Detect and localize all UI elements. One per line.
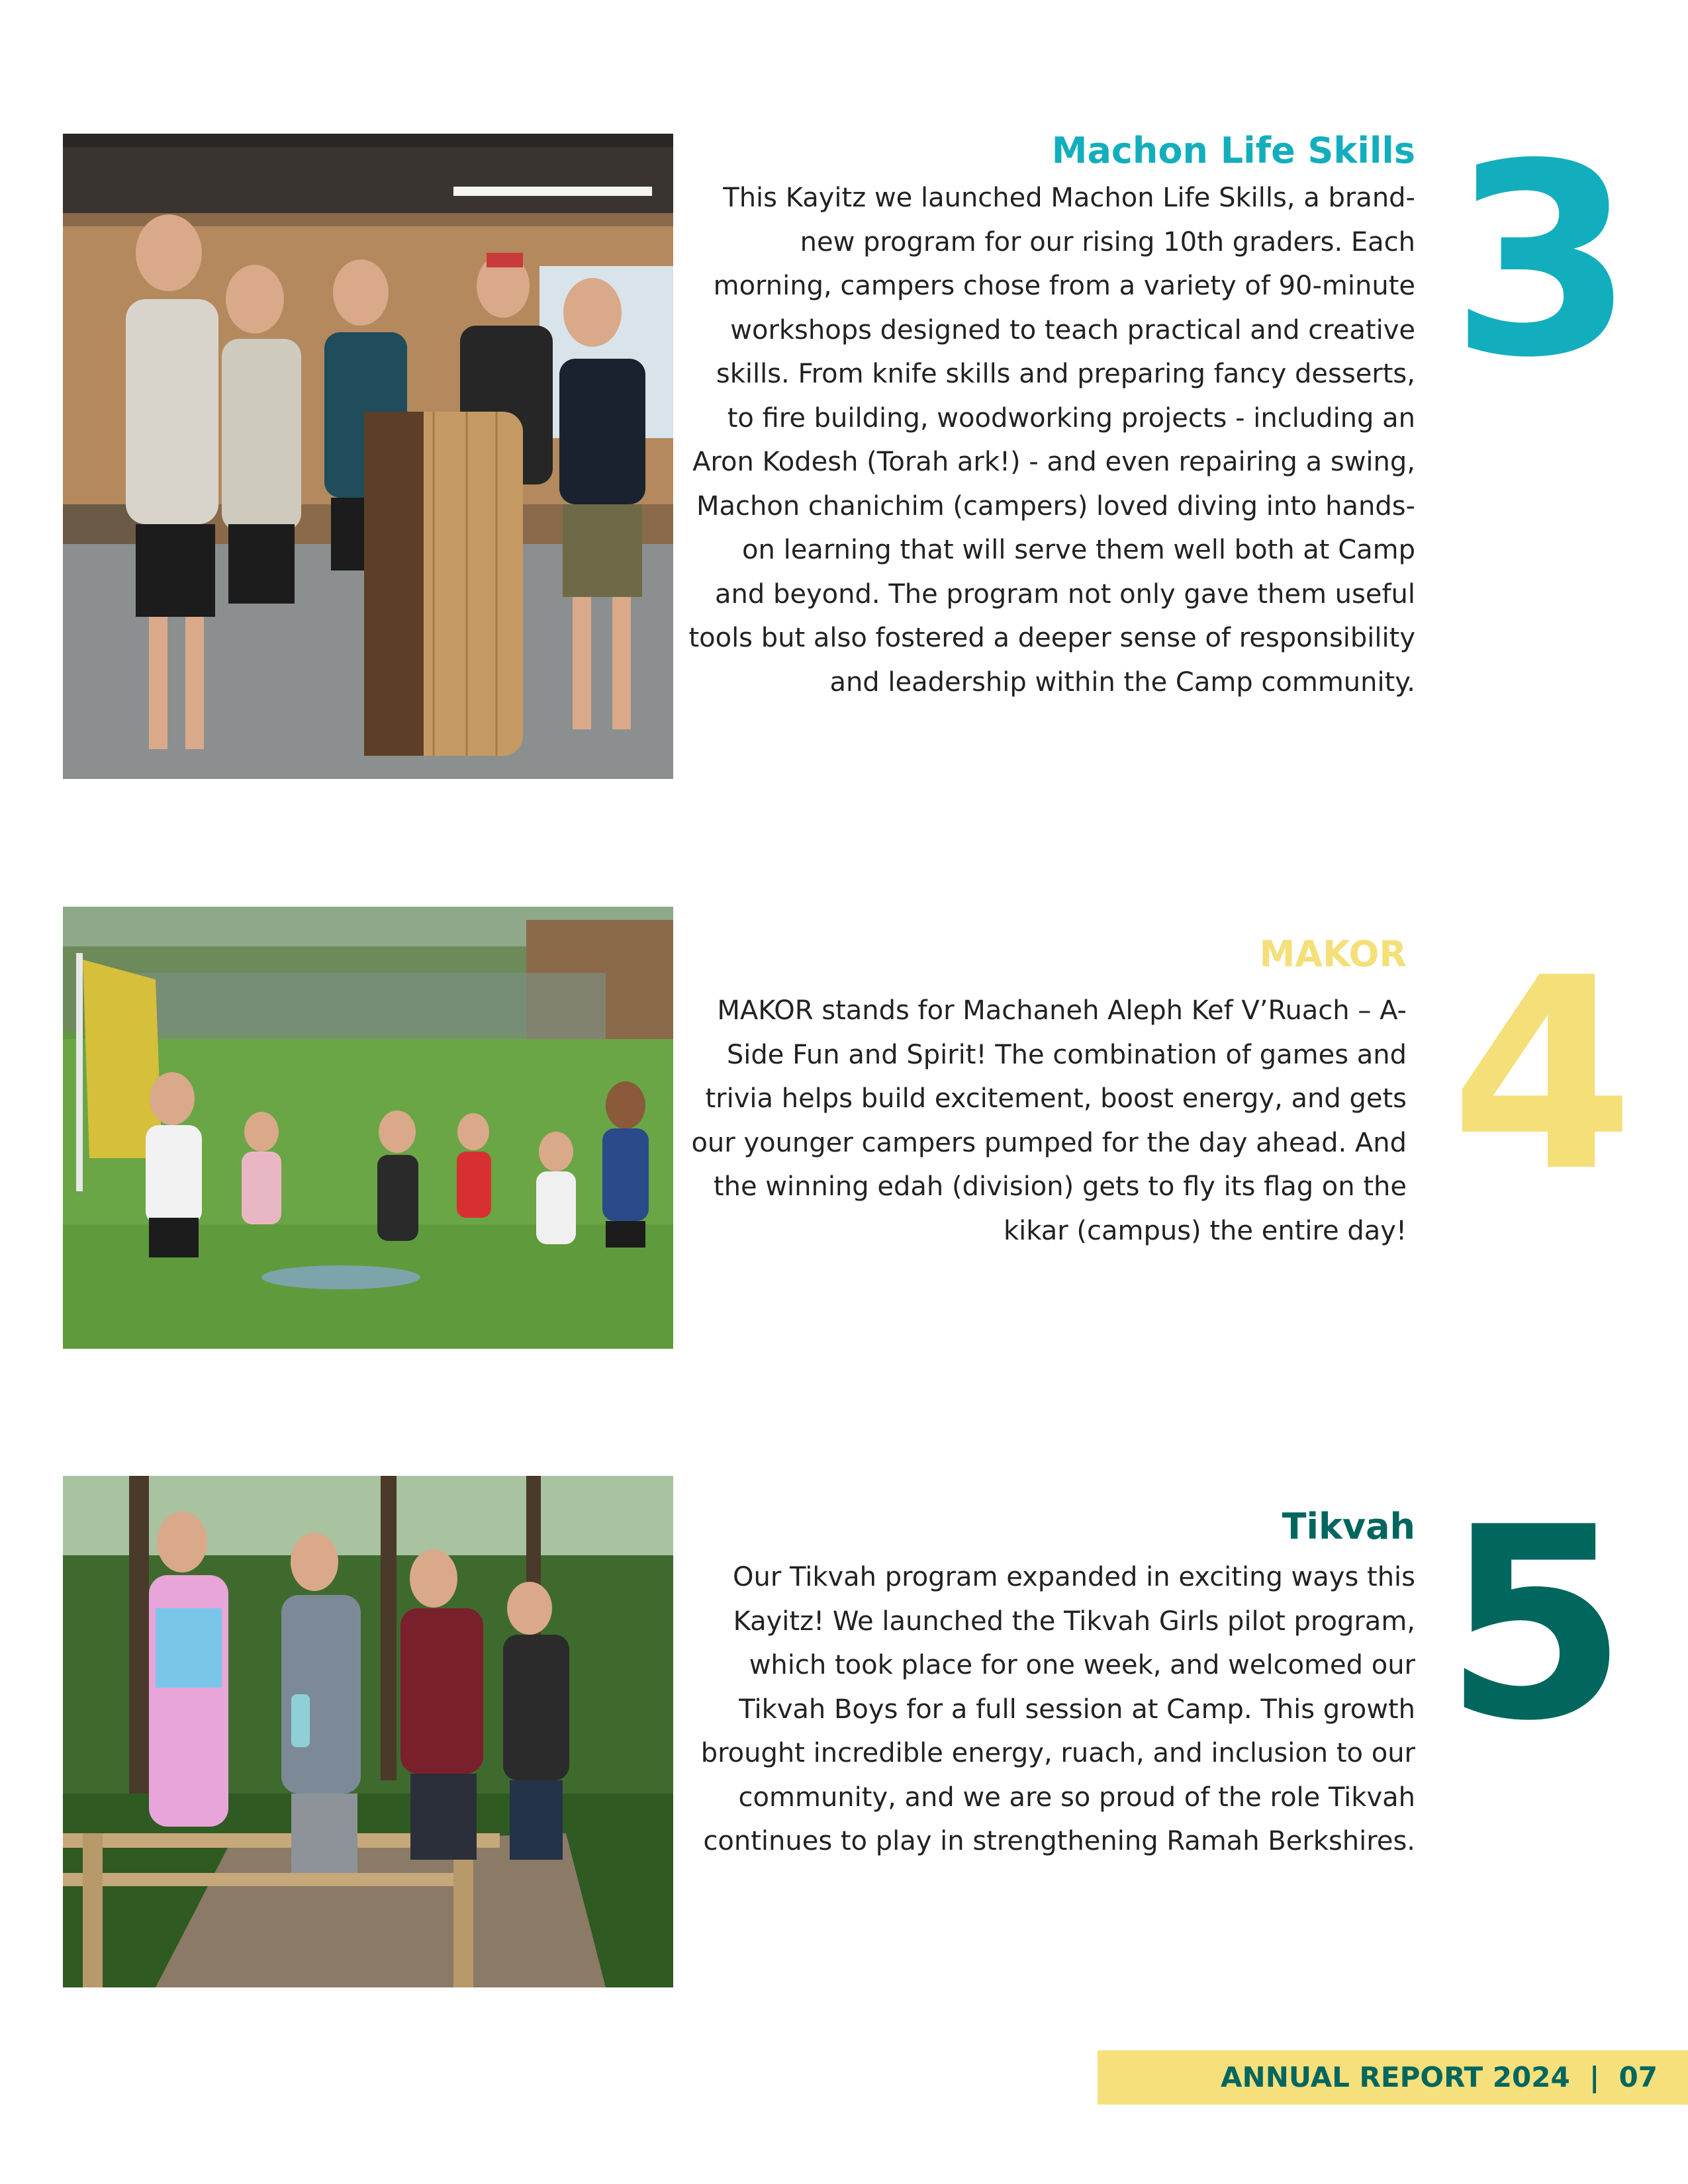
photo-makor-field (63, 907, 673, 1349)
section-body-makor: MAKOR stands for Machaneh Aleph Kef V’Ruach – A-Side Fun and Spirit! The combination of games and trivia helps build excitement, boost energy, and gets our younger campers pumped for the day ahead. And the winning edah (division) gets to fly its flag on the kikar (campus) the entire day! (691, 995, 1407, 1246)
page-number: 07 (1618, 2061, 1658, 2093)
section-number-3: 3 (1450, 108, 1635, 416)
section-title-machon: Machon Life Skills (1051, 130, 1415, 171)
section-number-4: 4 (1450, 922, 1635, 1230)
footer-label: ANNUAL REPORT 2024 (1221, 2061, 1570, 2093)
section-title-makor: MAKOR (1259, 933, 1407, 975)
footer-text (1221, 2050, 1658, 2105)
photo-tikvah-bridge (63, 1476, 673, 1987)
section-number-5: 5 (1443, 1471, 1628, 1779)
section-body-tikvah: Our Tikvah program expanded in exciting ways this Kayitz! We launched the Tikvah Girls pilot program, which took place for one week, and welcomed our Tikvah Boys for a full session at Camp. This growth brought incredible energy, ruach, and inclusion to our community, and we are so proud of the role Tikvah continues to play in strengthening Ramah Berkshires. (700, 1562, 1415, 1856)
photo-machon-workshop (63, 134, 673, 779)
footer-separator: | (1589, 2061, 1600, 2093)
section-title-tikvah: Tikvah (1282, 1506, 1415, 1547)
section-body-machon: This Kayitz we launched Machon Life Skills, a brand-new program for our rising 10th graders. Each morning, campers chose from a variety of 90-minute workshops designed to teach practical and creative skills. From knife skills and preparing fancy desserts, to fire building, woodworking projects - including an Aron Kodesh (Torah ark!) - and even repairing a swing, Machon chanichim (campers) loved diving into hands-on learning that will serve them well both at Camp and beyond. The program not only gave them useful tools but also fostered a deeper sense of responsibility and leadership within the Camp community. (688, 183, 1415, 698)
footer-bar (1098, 2050, 1688, 2105)
